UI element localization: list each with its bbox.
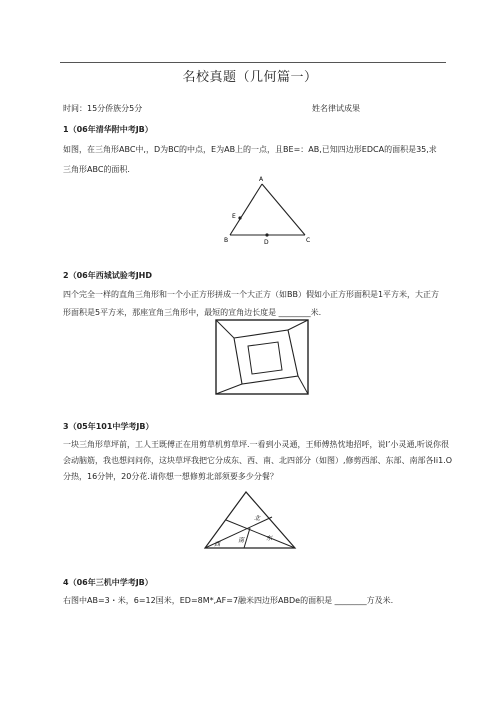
label-b: B bbox=[224, 237, 229, 244]
label-c: C bbox=[306, 237, 311, 244]
inner-tilted-square bbox=[234, 330, 298, 384]
question-3-heading: 3（05年101中学考JB） bbox=[63, 422, 154, 431]
triangle-edge-1 bbox=[216, 320, 234, 338]
question-3-line-1: 一块三角形草坪前，工人王既傅正在用剪草机剪草坪.一看到小灵通，王师傅热忱地招呼，说I’小灵通,听说你很 bbox=[63, 440, 449, 449]
square-puzzle-figure bbox=[212, 318, 312, 398]
label-a: A bbox=[259, 176, 264, 183]
header-rule bbox=[60, 62, 446, 63]
question-2-line-1: 四个完全一样的直角三角形和一个小正方形拼成一个大正方（如BB）假如小正方形面积是1平方米，大正方 bbox=[63, 290, 440, 299]
question-1-line-1: 如图，在三角形ABC中,，D为BC的中点，E为AB上的一点，且BE=：AB,已知四边形EDCA的面积是35,求 bbox=[63, 145, 437, 154]
time-info: 时间：15分侨族分5分 bbox=[63, 104, 143, 113]
label-south: 南 bbox=[238, 537, 245, 544]
question-3-line-2: 会动脑筋，我也想问问你，这块草坪我把它分成东、西、南、北四部分（如图）,修剪西部、东部、南部各Ii1.O bbox=[63, 456, 453, 465]
triangle-edge-2 bbox=[288, 320, 308, 330]
question-4-line-1: 右图中AB=3・米，6=12国米，ED=8M*,AF=7融米四边形ABDe的面积是 ________方及米. bbox=[63, 596, 394, 605]
triangle-edge-4 bbox=[216, 384, 242, 394]
triangle-edge-3 bbox=[298, 376, 308, 394]
question-2-heading: 2（06年西城试验考JHD bbox=[63, 271, 153, 280]
label-d: D bbox=[264, 239, 269, 246]
question-3-line-3: 分热，16分钟，20分花.请你想一想修剪北部须要多少分餐？ bbox=[63, 472, 278, 481]
question-4-heading: 4（06年三机中学考JB） bbox=[63, 578, 153, 587]
lawn-outline bbox=[205, 492, 295, 548]
label-east: 东 bbox=[266, 535, 273, 542]
question-1-line-2: 三角形ABC的面积. bbox=[63, 165, 130, 174]
triangle-abc-figure bbox=[220, 172, 320, 248]
name-field: 姓名律试成果 bbox=[312, 104, 360, 113]
point-d bbox=[265, 233, 268, 236]
side-ac bbox=[262, 184, 305, 235]
page-title: 名校真题（几何篇一） bbox=[182, 70, 318, 85]
point-e bbox=[238, 216, 241, 219]
label-e: E bbox=[232, 213, 236, 220]
small-square bbox=[248, 342, 282, 374]
lawn-triangle-figure bbox=[200, 484, 300, 556]
label-north: 北 bbox=[254, 515, 261, 522]
question-1-heading: 1（06年清华附中考JB） bbox=[63, 125, 153, 134]
side-ab bbox=[230, 184, 262, 235]
lawn-divider-3 bbox=[244, 528, 250, 548]
label-west: 西 bbox=[214, 541, 221, 548]
question-2-line-2: 形面积是5平方米，那座宣角三角形中，最短的宣角边长度是 ________米. bbox=[63, 308, 322, 317]
